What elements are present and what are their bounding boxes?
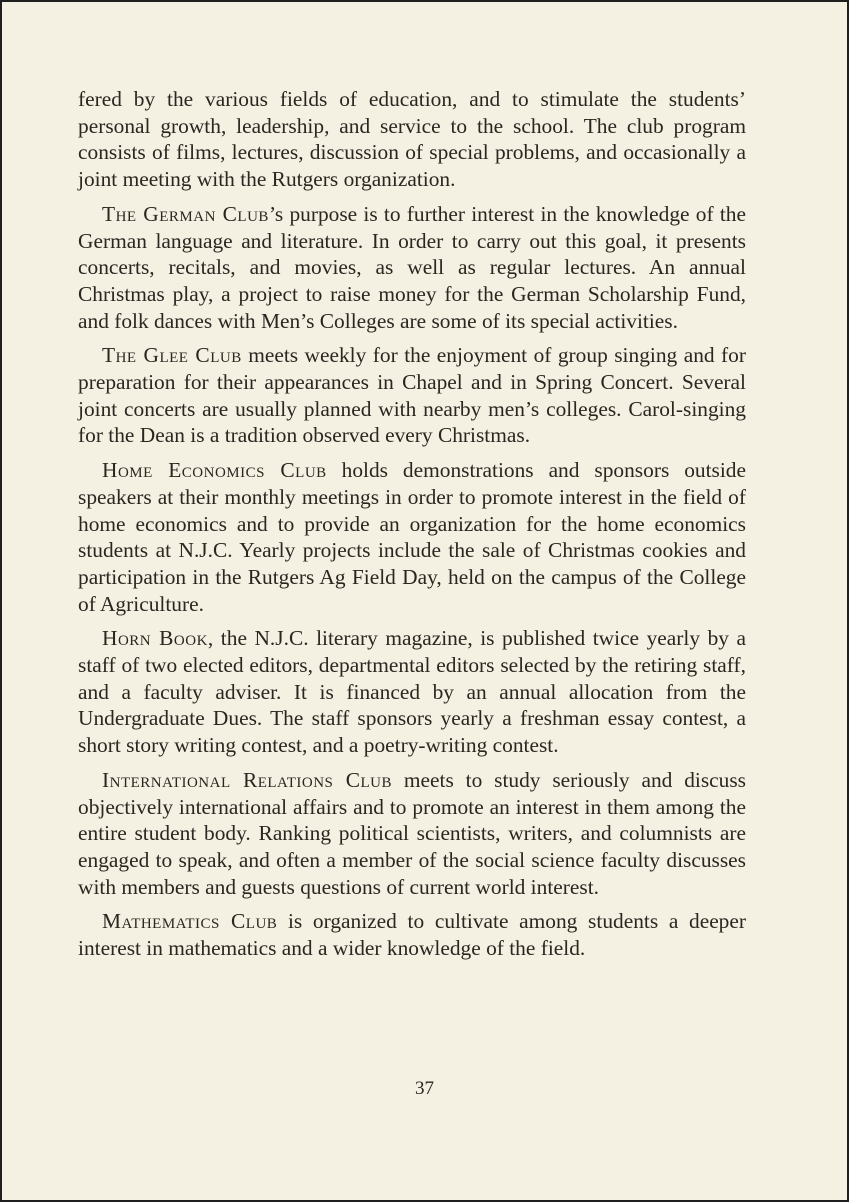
club-name-mathematics: Mathematics Club xyxy=(102,909,278,934)
paragraph-home-economics-club: Home Economics Club holds demonstrations and sponsors outside speakers at their monthly meetings in order to promote interest in the field of home economics and to provide an organization for the home economics students at N.J.C. Yearly projects include the sale of Christmas cookies and participation in the Rutgers Ag Field Day, held on the campus of the College of Agriculture. xyxy=(78,458,746,616)
club-name-home-economics: Home Economics Club xyxy=(102,458,327,483)
club-name-international-relations: International Relations Club xyxy=(102,767,393,792)
paragraph-intro-continuation: fered by the various fields of education, and to stimulate the students’ personal growth, leadership, and service to the school. The club program consists of films, lectures, discussion of special problems, and occasionally a joint meeting with the Rutgers organization. xyxy=(78,87,746,192)
club-name-glee: The Glee Club xyxy=(102,343,242,368)
paragraph-horn-book: Horn Book, the N.J.C. literary magazine, is published twice yearly by a staff of two elected editors, departmental editors selected by the retiring staff, and a faculty adviser. It is financed by an annual allocation from the Undergraduate Dues. The staff sponsors yearly a freshman essay contest, a short story writing contest, and a poetry-writing contest. xyxy=(78,626,746,758)
club-name-horn-book: Horn Book xyxy=(102,626,208,651)
club-name-german: The German Club xyxy=(102,201,269,226)
body-text xyxy=(78,86,746,970)
paragraph-mathematics-club: Mathematics Club is organized to cultivate among students a deeper interest in mathematics and a wider knowledge of the field. xyxy=(78,909,746,961)
paragraph-international-relations-club: International Relations Club meets to study seriously and discuss objectively international affairs and to promote an interest in them among the entire student body. Ranking political scientists, writers, and columnists are engaged to speak, and often a member of the social science faculty discusses with members and guests questions of current world interest. xyxy=(78,767,746,899)
page-number: 37 xyxy=(415,1078,434,1099)
paragraph-glee-club: The Glee Club meets weekly for the enjoyment of group singing and for preparation for their appearances in Chapel and in Spring Concert. Several joint concerts are usually planned with nearby men’s colleges. Carol-singing for the Dean is a tradition observed every Christmas. xyxy=(78,343,746,448)
paragraph-german-club: The German Club’s purpose is to further interest in the knowledge of the German language and literature. In order to carry out this goal, it presents concerts, recitals, and movies, as well as regular lectures. An annual Christmas play, a project to raise money for the German Scholarship Fund, and folk dances with Men’s Colleges are some of its special activities. xyxy=(78,201,746,333)
